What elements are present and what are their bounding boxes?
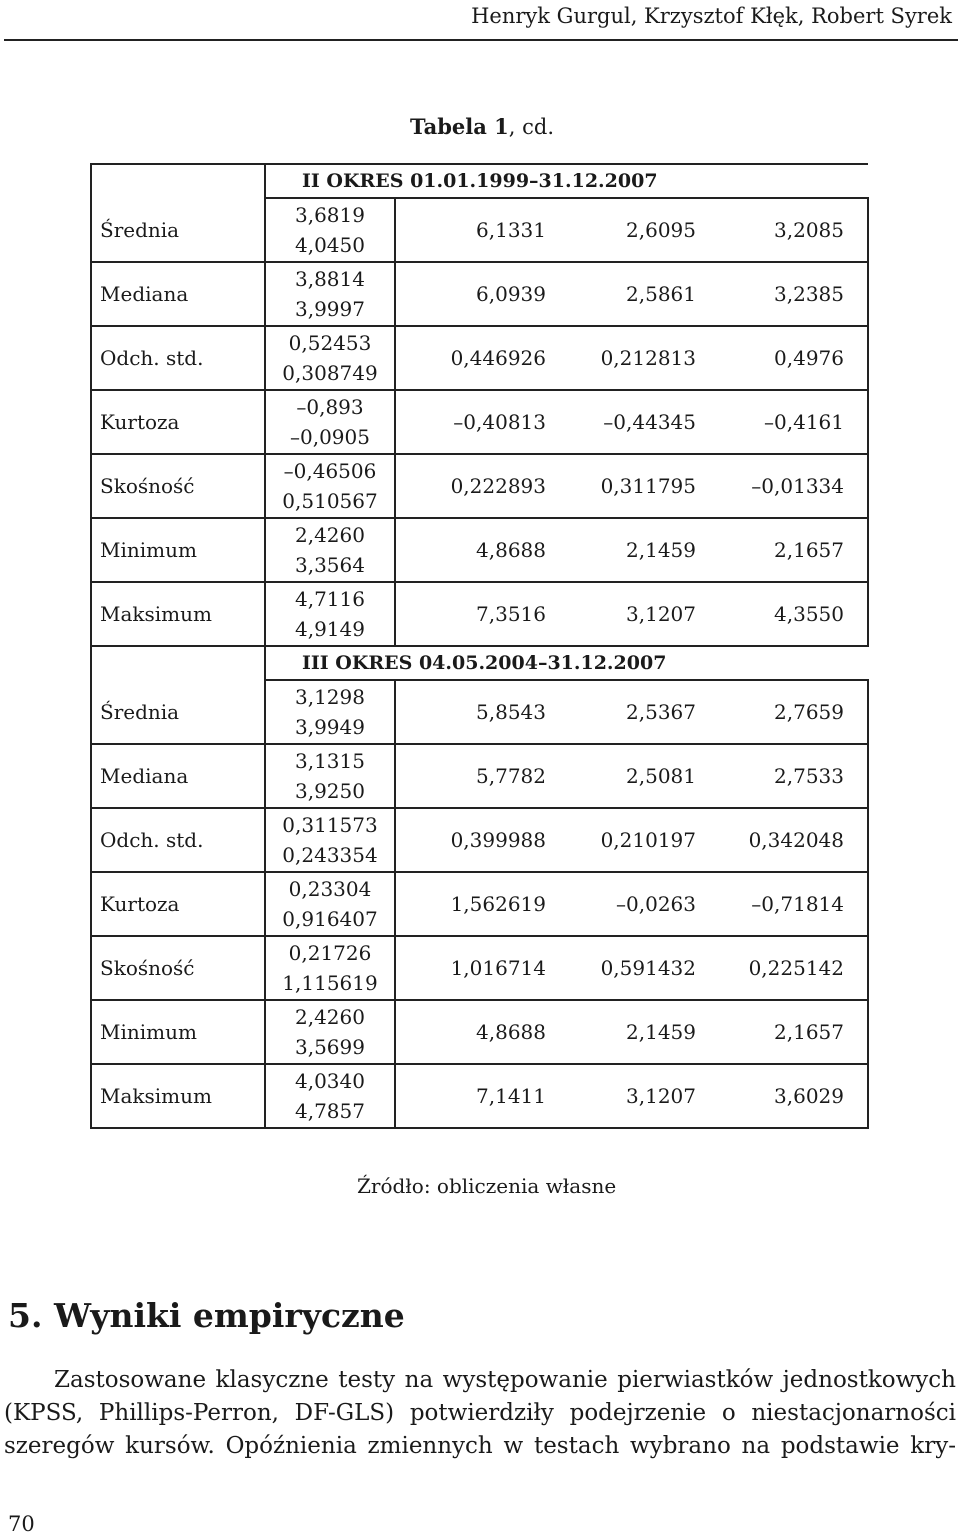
pair-value-bottom: 4,9149 xyxy=(295,617,365,641)
trio-cell xyxy=(395,518,868,582)
row-label: Średnia xyxy=(91,680,265,744)
value-col-1: 1,016714 xyxy=(450,956,546,980)
value-col-1: 0,222893 xyxy=(450,474,546,498)
pair-cell xyxy=(265,744,395,808)
value-col-1: 5,8543 xyxy=(476,700,546,724)
value-col-2: –0,0263 xyxy=(616,892,696,916)
pair-value-top: 0,311573 xyxy=(282,813,378,837)
table-row xyxy=(91,390,868,454)
value-col-3: 2,1657 xyxy=(774,538,844,562)
pair-value-bottom: 4,7857 xyxy=(295,1099,365,1123)
section-header-spacer xyxy=(91,164,265,198)
value-col-3: 3,6029 xyxy=(774,1084,844,1108)
table-source: Źródło: obliczenia własne xyxy=(357,1174,617,1198)
value-col-3: –0,01334 xyxy=(751,474,844,498)
pair-cell xyxy=(265,1064,395,1128)
value-col-2: 2,5861 xyxy=(626,282,696,306)
pair-cell xyxy=(265,808,395,872)
pair-value-bottom: 4,0450 xyxy=(295,233,365,257)
pair-cell xyxy=(265,936,395,1000)
table-row xyxy=(91,454,868,518)
row-label: Kurtoza xyxy=(91,872,265,936)
row-label: Mediana xyxy=(91,744,265,808)
pair-cell xyxy=(265,198,395,262)
value-col-1: 4,8688 xyxy=(476,1020,546,1044)
row-label: Odch. std. xyxy=(91,808,265,872)
pair-cell xyxy=(265,582,395,646)
trio-cell xyxy=(395,454,868,518)
value-col-1: 7,3516 xyxy=(476,602,546,626)
value-col-2: 0,212813 xyxy=(600,346,696,370)
pair-value-top: 3,1298 xyxy=(295,685,365,709)
value-col-3: 3,2385 xyxy=(774,282,844,306)
body-paragraph xyxy=(4,1364,956,1463)
value-col-2: 3,1207 xyxy=(626,1084,696,1108)
pair-value-bottom: 1,115619 xyxy=(282,971,378,995)
row-label: Odch. std. xyxy=(91,326,265,390)
period-title: III OKRES 04.05.2004–31.12.2007 xyxy=(265,646,868,680)
trio-cell xyxy=(395,872,868,936)
table-row xyxy=(91,936,868,1000)
value-col-3: 2,1657 xyxy=(774,1020,844,1044)
paragraph-line: (KPSS, Phillips-Perron, DF-GLS) potwierdziły podejrzenie o niestacjonarności xyxy=(4,1400,956,1426)
table-row xyxy=(91,518,868,582)
value-col-2: 2,6095 xyxy=(626,218,696,242)
pair-value-top: 0,52453 xyxy=(288,331,372,355)
section-heading: 5. Wyniki empiryczne xyxy=(8,1296,405,1335)
value-col-2: 3,1207 xyxy=(626,602,696,626)
page-number: 70 xyxy=(8,1512,35,1536)
trio-cell xyxy=(395,326,868,390)
header-rule xyxy=(4,39,958,41)
pair-value-top: –0,893 xyxy=(296,395,364,419)
pair-cell xyxy=(265,872,395,936)
trio-cell xyxy=(395,680,868,744)
section-header-spacer xyxy=(91,646,265,680)
row-label: Maksimum xyxy=(91,582,265,646)
value-col-2: 0,311795 xyxy=(600,474,696,498)
trio-cell xyxy=(395,198,868,262)
row-label: Minimum xyxy=(91,1000,265,1064)
row-label: Skośność xyxy=(91,454,265,518)
pair-value-top: 4,7116 xyxy=(295,587,365,611)
pair-value-top: 3,8814 xyxy=(295,267,365,291)
value-col-3: 0,342048 xyxy=(748,828,844,852)
value-col-3: 3,2085 xyxy=(774,218,844,242)
value-col-1: 0,446926 xyxy=(450,346,546,370)
table-caption-suffix: , cd. xyxy=(508,115,555,139)
pair-cell xyxy=(265,326,395,390)
value-col-2: –0,44345 xyxy=(603,410,696,434)
value-col-2: 2,5081 xyxy=(626,764,696,788)
pair-cell xyxy=(265,680,395,744)
value-col-1: 6,0939 xyxy=(476,282,546,306)
value-col-1: 5,7782 xyxy=(476,764,546,788)
value-col-2: 2,1459 xyxy=(626,1020,696,1044)
pair-value-bottom: 3,9997 xyxy=(295,297,365,321)
value-col-3: 2,7659 xyxy=(774,700,844,724)
pair-cell xyxy=(265,262,395,326)
pair-value-bottom: 0,308749 xyxy=(282,361,378,385)
value-col-2: 0,591432 xyxy=(600,956,696,980)
value-col-3: –0,71814 xyxy=(751,892,844,916)
pair-cell xyxy=(265,390,395,454)
value-col-2: 2,1459 xyxy=(626,538,696,562)
pair-value-top: 0,21726 xyxy=(288,941,372,965)
trio-cell xyxy=(395,936,868,1000)
trio-cell xyxy=(395,1064,868,1128)
value-col-3: 4,3550 xyxy=(774,602,844,626)
pair-value-bottom: 0,916407 xyxy=(282,907,378,931)
value-col-3: 2,7533 xyxy=(774,764,844,788)
value-col-3: 0,4976 xyxy=(774,346,844,370)
value-col-1: 0,399988 xyxy=(450,828,546,852)
table-row xyxy=(91,680,868,744)
pair-value-bottom: 0,510567 xyxy=(282,489,378,513)
table-row xyxy=(91,744,868,808)
trio-cell xyxy=(395,582,868,646)
pair-cell xyxy=(265,518,395,582)
trio-cell xyxy=(395,1000,868,1064)
pair-value-bottom: 3,9949 xyxy=(295,715,365,739)
pair-value-bottom: 3,5699 xyxy=(295,1035,365,1059)
table-row xyxy=(91,262,868,326)
table-row xyxy=(91,872,868,936)
paragraph-line: Zastosowane klasyczne testy na występowanie pierwiastków jednostkowych xyxy=(54,1367,956,1393)
section-header-row xyxy=(91,164,868,198)
pair-value-top: 3,1315 xyxy=(295,749,365,773)
pair-value-top: –0,46506 xyxy=(283,459,377,483)
table-row xyxy=(91,1064,868,1128)
pair-value-bottom: –0,0905 xyxy=(290,425,370,449)
value-col-2: 2,5367 xyxy=(626,700,696,724)
value-col-3: –0,4161 xyxy=(764,410,844,434)
table-row xyxy=(91,326,868,390)
pair-value-bottom: 0,243354 xyxy=(282,843,378,867)
trio-cell xyxy=(395,262,868,326)
value-col-1: –0,40813 xyxy=(453,410,546,434)
value-col-1: 6,1331 xyxy=(476,218,546,242)
table-caption-number: Tabela 1 xyxy=(410,114,509,139)
pair-value-top: 2,4260 xyxy=(295,1005,365,1029)
value-col-1: 7,1411 xyxy=(476,1084,546,1108)
period-title: II OKRES 01.01.1999–31.12.2007 xyxy=(265,164,868,198)
value-col-1: 1,562619 xyxy=(450,892,546,916)
pair-value-bottom: 3,9250 xyxy=(295,779,365,803)
row-label: Maksimum xyxy=(91,1064,265,1128)
pair-cell xyxy=(265,1000,395,1064)
table-row xyxy=(91,808,868,872)
paragraph-line: szeregów kursów. Opóźnienia zmiennych w testach wybrano na podstawie kry- xyxy=(4,1433,956,1459)
row-label: Kurtoza xyxy=(91,390,265,454)
statistics-table xyxy=(90,163,869,1129)
section-header-row xyxy=(91,646,868,680)
trio-cell xyxy=(395,390,868,454)
trio-cell xyxy=(395,744,868,808)
value-col-1: 4,8688 xyxy=(476,538,546,562)
row-label: Średnia xyxy=(91,198,265,262)
value-col-2: 0,210197 xyxy=(600,828,696,852)
pair-value-top: 2,4260 xyxy=(295,523,365,547)
pair-value-top: 4,0340 xyxy=(295,1069,365,1093)
row-label: Mediana xyxy=(91,262,265,326)
value-col-3: 0,225142 xyxy=(748,956,844,980)
table-row xyxy=(91,582,868,646)
pair-value-bottom: 3,3564 xyxy=(295,553,365,577)
row-label: Skośność xyxy=(91,936,265,1000)
pair-value-top: 3,6819 xyxy=(295,203,365,227)
table-row xyxy=(91,1000,868,1064)
pair-value-top: 0,23304 xyxy=(288,877,372,901)
pair-cell xyxy=(265,454,395,518)
table-row xyxy=(91,198,868,262)
row-label: Minimum xyxy=(91,518,265,582)
running-header: Henryk Gurgul, Krzysztof Kłęk, Robert Syrek xyxy=(471,4,952,28)
trio-cell xyxy=(395,808,868,872)
